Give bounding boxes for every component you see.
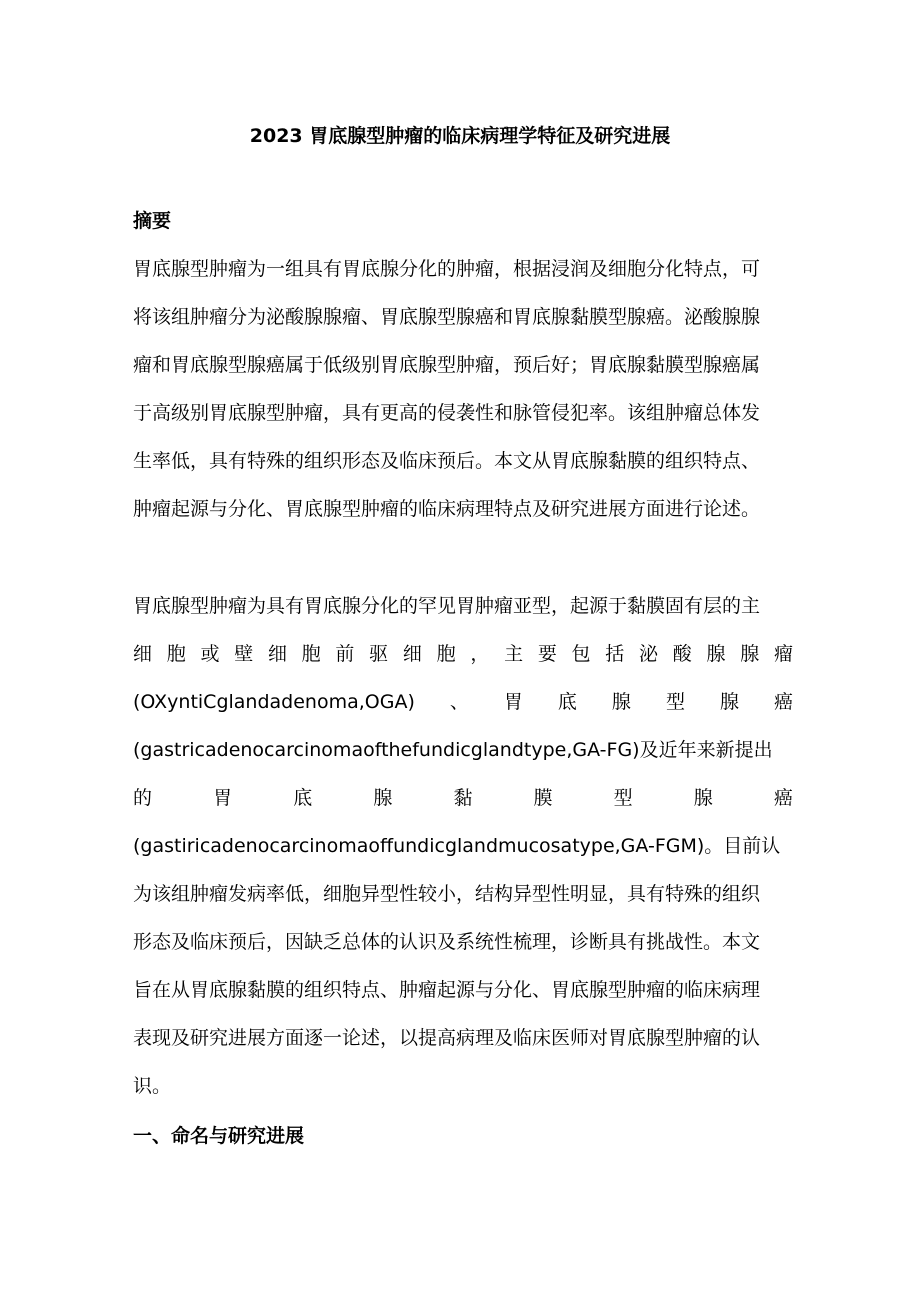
word: 底	[557, 691, 577, 713]
word: 底	[293, 787, 313, 809]
word: 腺	[693, 787, 713, 809]
abstract-line: 将该组肿瘤分为泌酸腺腺瘤、胃底腺型腺癌和胃底腺黏膜型腺癌。泌酸腺腺	[133, 306, 761, 328]
intro-line: 为该组肿瘤发病率低，细胞异型性较小，结构异型性明显，具有特殊的组织	[133, 883, 761, 905]
word: 胃	[503, 691, 523, 713]
word: 壁	[234, 643, 254, 665]
intro-line: (gastricadenocarcinomaofthefundicglandtype,GA-FG)及近年来新提出	[133, 739, 773, 761]
intro-line: (gastiricadenocarcinomaoffundicglandmucosatype,GA-FGM)。目前认	[133, 835, 781, 857]
word: 细	[402, 643, 422, 665]
word: 细	[267, 643, 287, 665]
word: 膜	[533, 787, 553, 809]
document-title: 2023 胃底腺型肿瘤的临床病理学特征及研究进展	[249, 125, 671, 147]
abstract-line: 瘤和胃底腺型腺癌属于低级别胃底腺型肿瘤，预后好；胃底腺黏膜型腺癌属	[133, 354, 761, 376]
intro-line: 胃底腺型肿瘤为具有胃底腺分化的罕见胃肿瘤亚型，起源于黏膜固有层的主	[133, 595, 761, 617]
word: 或	[200, 643, 220, 665]
word: 、	[449, 691, 469, 713]
word: 瘤	[773, 643, 793, 665]
word: 腺	[740, 643, 760, 665]
intro-paragraph	[133, 582, 793, 1110]
word: 驱	[369, 643, 389, 665]
word: 黏	[453, 787, 473, 809]
word: ，	[470, 643, 490, 665]
abstract-line: 生率低，具有特殊的组织形态及临床预后。本文从胃底腺黏膜的组织特点、	[133, 450, 761, 472]
intro-line: 识。	[133, 1075, 172, 1097]
word: 前	[335, 643, 355, 665]
word: 主	[504, 643, 524, 665]
word: 胃	[213, 787, 233, 809]
section-heading: 一、命名与研究进展	[133, 1125, 305, 1147]
word: 型	[665, 691, 685, 713]
word: 腺	[611, 691, 631, 713]
word: 酸	[672, 643, 692, 665]
abstract-line: 肿瘤起源与分化、胃底腺型肿瘤的临床病理特点及研究进展方面进行论述。	[133, 498, 761, 520]
intro-line: 形态及临床预后，因缺乏总体的认识及系统性梳理，诊断具有挑战性。本文	[133, 931, 761, 953]
word: 腺	[719, 691, 739, 713]
word: 癌	[773, 787, 793, 809]
word: 泌	[639, 643, 659, 665]
word: 包	[571, 643, 591, 665]
intro-line: 表现及研究进展方面逐一论述，以提高病理及临床医师对胃底腺型肿瘤的认	[133, 1027, 761, 1049]
word: 胞	[166, 643, 186, 665]
word: 腺	[706, 643, 726, 665]
word: 胞	[436, 643, 456, 665]
intro-line-justified	[133, 630, 793, 678]
word: 的	[133, 787, 153, 809]
word: 要	[537, 643, 557, 665]
word: 癌	[773, 691, 793, 713]
word: 括	[605, 643, 625, 665]
intro-line: 旨在从胃底腺黏膜的组织特点、肿瘤起源与分化、胃底腺型肿瘤的临床病理	[133, 979, 761, 1001]
abstract-heading: 摘要	[133, 210, 172, 232]
intro-line-justified	[133, 774, 793, 822]
word: 型	[613, 787, 633, 809]
intro-line-justified	[133, 678, 793, 726]
abstract-paragraph	[133, 245, 793, 533]
word: 细	[133, 643, 153, 665]
word: (OXyntiCglandadenoma,OGA)	[133, 691, 415, 713]
abstract-line: 于高级别胃底腺型肿瘤，具有更高的侵袭性和脉管侵犯率。该组肿瘤总体发	[133, 402, 761, 424]
abstract-line: 胃底腺型肿瘤为一组具有胃底腺分化的肿瘤，根据浸润及细胞分化特点，可	[133, 258, 761, 280]
word: 腺	[373, 787, 393, 809]
word: 胞	[301, 643, 321, 665]
